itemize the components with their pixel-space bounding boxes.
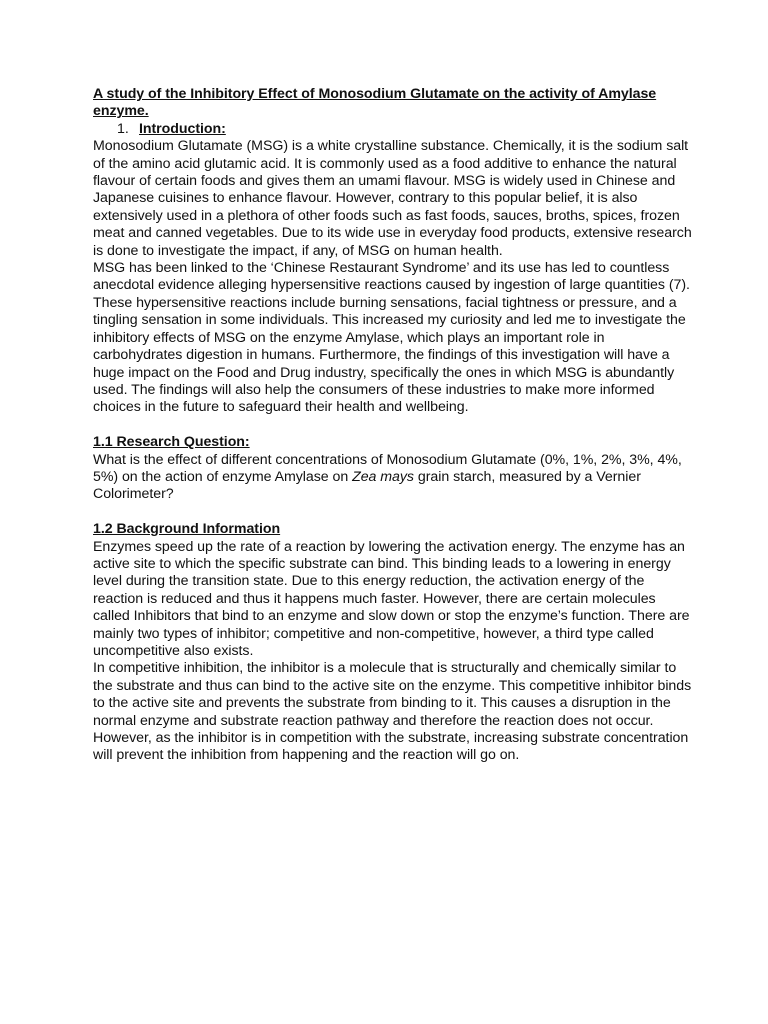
introduction-heading-line xyxy=(93,121,693,138)
species-name: Zea mays xyxy=(352,468,414,485)
introduction-paragraph-2: MSG has been linked to the ‘Chinese Restaurant Syndrome’ and its use has led to countless anecdotal evidence alleging hypersensitive reactions caused by ingestion of large quantities (7). These hypersensitive reactions include burning sensations, facial tightness or pressure, and a tingling sensation in some individuals. This increased my curiosity and led me to investigate the inhibitory effects of MSG on the enzyme Amylase, which plays an important role in carbohydrates digestion in humans. Furthermore, the findings of this investigation will have a huge impact on the Food and Drug industry, specifically the ones in which MSG is abundantly used. The findings will also help the consumers of these industries to make more informed choices in the future to safeguard their health and wellbeing. xyxy=(93,260,690,416)
introduction-heading: Introduction: xyxy=(139,120,226,137)
research-question-text-start: What is the effect of different concentrations of Monosodium Glutamate (0%, 1%, 2%, 3%, 4%, 5%) on the action of enzyme Amylase on xyxy=(93,451,682,485)
background-heading: 1.2 Background Information xyxy=(93,521,281,538)
research-question-text xyxy=(93,452,693,504)
section-spacer xyxy=(93,504,693,521)
section-spacer xyxy=(93,417,693,434)
background-paragraph-1: Enzymes speed up the rate of a reaction by lowering the activation energy. The enzyme has an active site to which the specific substrate can bind. This binding leads to a lowering in energy level during the transition state. Due to this energy reduction, the activation energy of the reaction is reduced and thus it happens much faster. However, there are certain molecules called Inhibitors that bind to an enzyme and slow down or stop the enzyme’s function. There are mainly two types of inhibitor; competitive and non-competitive, however, a third type called uncompetitive also exists. xyxy=(93,538,690,659)
background-paragraph-2: In competitive inhibition, the inhibitor is a molecule that is structurally and chemically similar to the substrate and thus can bind to the active site on the enzyme. This competitive inhibitor binds to the active site and prevents the substrate from binding to it. This causes a disruption in the normal enzyme and substrate reaction pathway and therefore the reaction does not occur. However, as the inhibitor is in competition with the substrate, increasing substrate concentration will prevent the inhibition from happening and the reaction will go on. xyxy=(93,660,692,764)
document-body xyxy=(93,86,693,765)
introduction-number: 1. xyxy=(117,120,129,137)
introduction-paragraph-1: Monosodium Glutamate (MSG) is a white crystalline substance. Chemically, it is the sodium salt of the amino acid glutamic acid. It is commonly used as a food additive to enhance the natural flavour of certain foods and gives them an umami flavour. MSG is widely used in Chinese and Japanese cuisines to enhance flavour. However, contrary to this popular belief, it is also extensively used in a plethora of other foods such as fast foods, sauces, broths, spices, frozen meat and canned vegetables. Due to its wide use in everyday food products, extensive research is done to investigate the impact, if any, of MSG on human health. xyxy=(93,138,692,259)
document-title: A study of the Inhibitory Effect of Monosodium Glutamate on the activity of Amylase enzyme. xyxy=(93,86,657,120)
research-question-text-end: grain starch, measured by a Vernier Colorimeter? xyxy=(93,468,641,503)
research-question-heading: 1.1 Research Question: xyxy=(93,434,250,451)
